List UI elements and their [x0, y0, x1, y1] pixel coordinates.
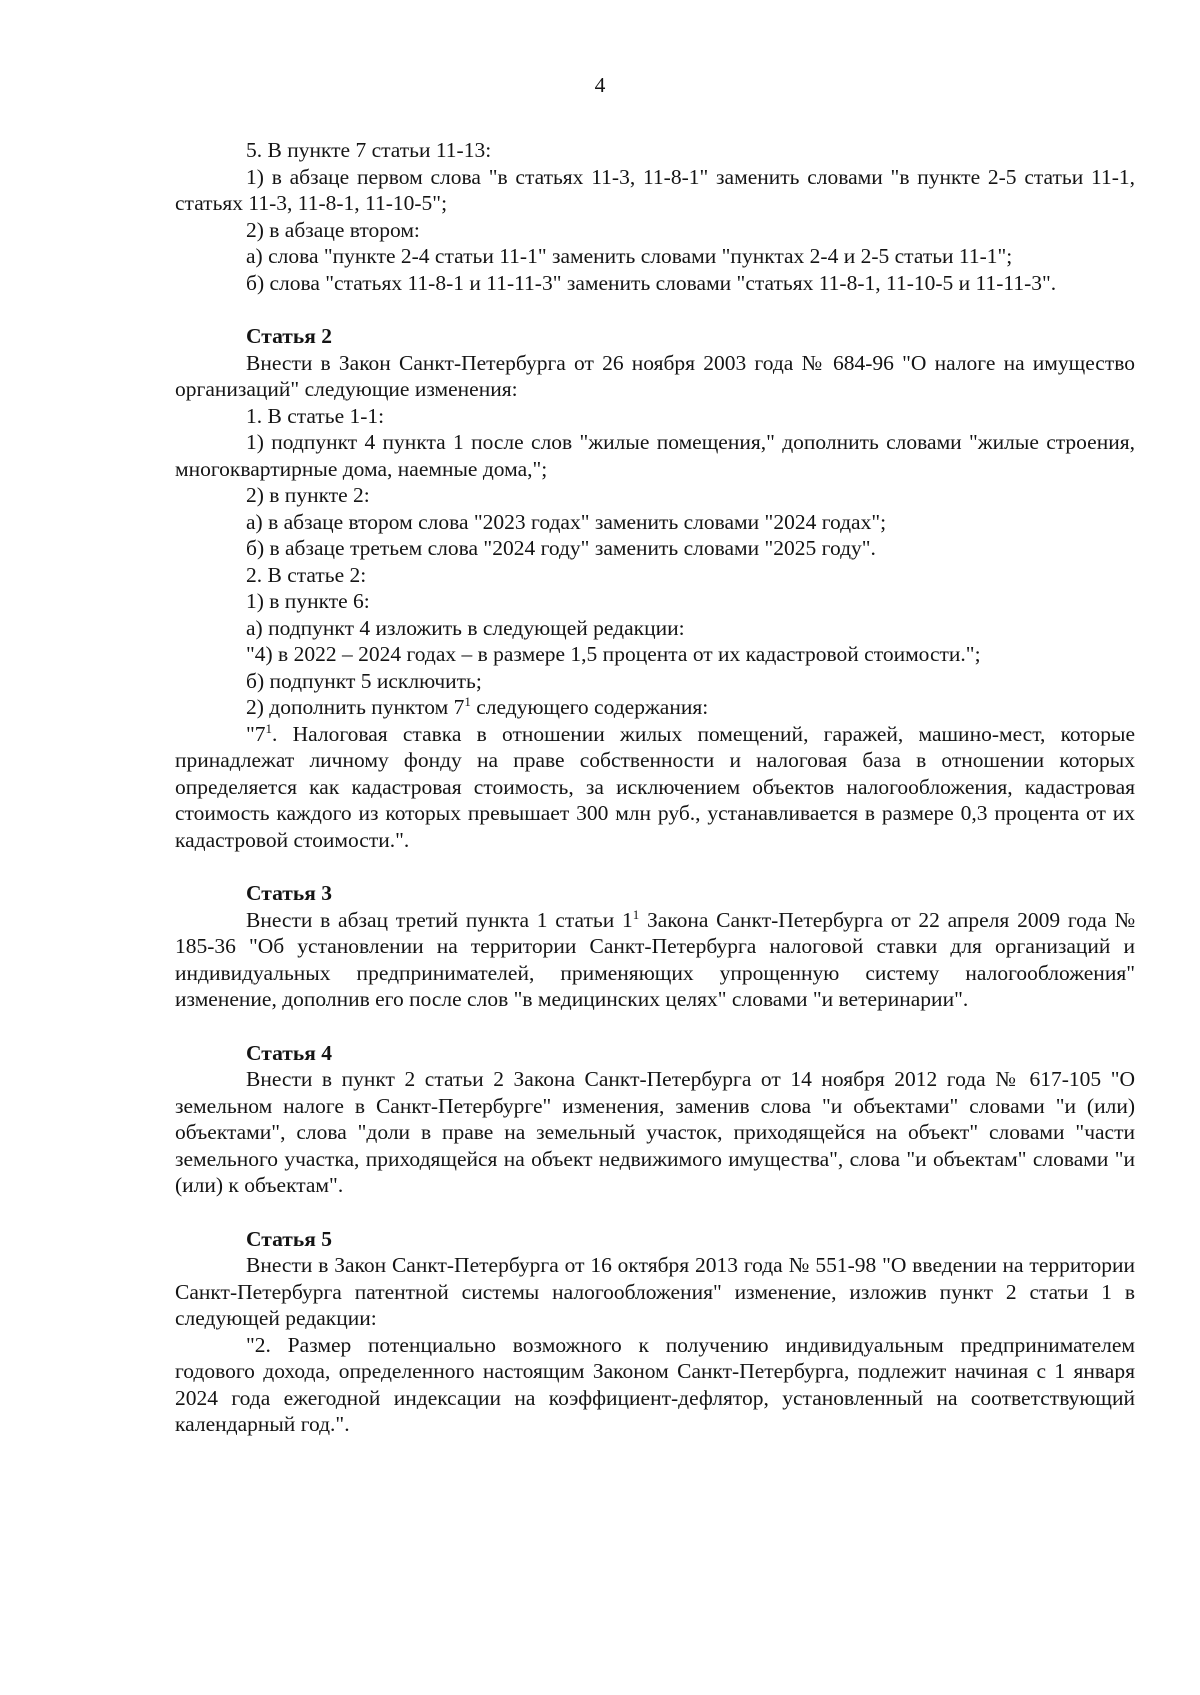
page-number: 4: [594, 73, 606, 97]
paragraph: Внести в Закон Санкт-Петербурга от 16 октября 2013 года № 551-98 "О введении на территории Санкт-Петербурга патентной системы налогообложения" изменение, изложив пункт 2 статьи 1 в следующей редакции:: [175, 1253, 1135, 1330]
text-run: . Налоговая ставка в отношении жилых помещений, гаражей, машино-мест, которые принадлежат личному фонду на праве собственности и налоговая база в отношении которых определяется как кадастровая стоимость, за исключением объектов налогообложения, кадастровая стоимость каждого из которых превышает 300 млн руб., устанавливается в размере 0,3 процента от их кадастровой стоимости.".: [175, 721, 1135, 852]
article-3: [175, 880, 1135, 1013]
paragraph: а) подпункт 4 изложить в следующей редакции:: [246, 615, 685, 640]
paragraph: 1) в абзаце первом слова "в статьях 11-3, 11-8-1" заменить словами "в пункте 2-5 статьи 11-1, статьях 11-3, 11-8-1, 11-10-5";: [175, 164, 1135, 215]
text-run: следующего содержания:: [470, 695, 709, 719]
paragraph: 5. В пункте 7 статьи 11-13:: [246, 138, 492, 162]
paragraph: Внести в пункт 2 статьи 2 Закона Санкт-Петербурга от 14 ноября 2012 года № 617-105 "О земельном налоге в Санкт-Петербурге" изменения, заменив слова "и объектами" словами "и (или) объектами", слова "доли в праве на земельный участок, приходящейся на объект" словами "части земельного участка, приходящейся на объект недвижимого имущества", слова "и объектам" словами "и (или) к объектам".: [175, 1067, 1135, 1197]
article-heading: Статья 5: [246, 1226, 332, 1251]
paragraph: а) в абзаце втором слова "2023 годах" заменить словами "2024 годах";: [246, 509, 887, 534]
text-run: 2) дополнить пунктом 7: [246, 695, 465, 719]
paragraph: 2) в пункте 2:: [246, 483, 370, 507]
document-body: [175, 137, 1135, 1438]
paragraph: [175, 694, 1135, 721]
paragraph: б) подпункт 5 исключить;: [246, 668, 482, 693]
paragraph: 2. В статье 2:: [246, 562, 367, 587]
paragraph: "2. Размер потенциально возможного к получению индивидуальным предпринимателем годового дохода, определенного настоящим Законом Санкт-Петербурга, подлежит начиная с 1 января 2024 года ежегодной индексации на коэффициент-дефлятор, установленный на соответствующий календарный год.".: [175, 1332, 1135, 1436]
article-heading: Статья 3: [246, 881, 332, 905]
paragraph: Внести в Закон Санкт-Петербурга от 26 ноября 2003 года № 684-96 "О налоге на имущество организаций" следующие изменения:: [175, 350, 1135, 401]
article-5: [175, 1226, 1135, 1438]
superscript: 1: [632, 906, 640, 922]
paragraph: б) в абзаце третьем слова "2024 году" заменить словами "2025 году".: [246, 536, 876, 560]
paragraph: [175, 721, 1135, 854]
text-run: Внести в абзац третий пункта 1 статьи 1: [246, 907, 633, 932]
text-run: "7: [246, 721, 266, 746]
superscript: 1: [464, 694, 471, 709]
paragraph: 2) в абзаце втором:: [246, 217, 420, 242]
paragraph: 1) подпункт 4 пункта 1 после слов "жилые помещения," дополнить словами "жилые строения, многоквартирные дома, наемные дома,";: [175, 430, 1135, 481]
article-4: [175, 1040, 1135, 1199]
paragraph: 1) в пункте 6:: [246, 589, 370, 613]
paragraph: [175, 907, 1135, 1013]
text-run: Закона Санкт-Петербурга от 22 апреля 2009 года № 185-36 "Об установлении на территории Санкт-Петербурга налоговой ставки для организаций и индивидуальных предпринимателей, применяющих упрощенную систему налогообложения" изменение, дополнив его после слов "в медицинских целях" словами "и ветеринарии".: [175, 907, 1135, 1011]
paragraph: б) слова "статьях 11-8-1 и 11-11-3" заменить словами "статьях 11-8-1, 11-10-5 и 11-11-3".: [246, 270, 1057, 295]
paragraph: а) слова "пункте 2-4 статьи 11-1" заменить словами "пунктах 2-4 и 2-5 статьи 11-1";: [246, 244, 1013, 268]
superscript: 1: [265, 720, 273, 736]
paragraph: "4) в 2022 – 2024 годах – в размере 1,5 процента от их кадастровой стоимости.";: [246, 642, 981, 666]
article-2: [175, 323, 1135, 853]
paragraph: 1. В статье 1-1:: [246, 403, 385, 428]
article-heading: Статья 4: [246, 1040, 332, 1065]
article-1-continuation: [175, 137, 1135, 296]
article-heading: Статья 2: [246, 324, 332, 348]
